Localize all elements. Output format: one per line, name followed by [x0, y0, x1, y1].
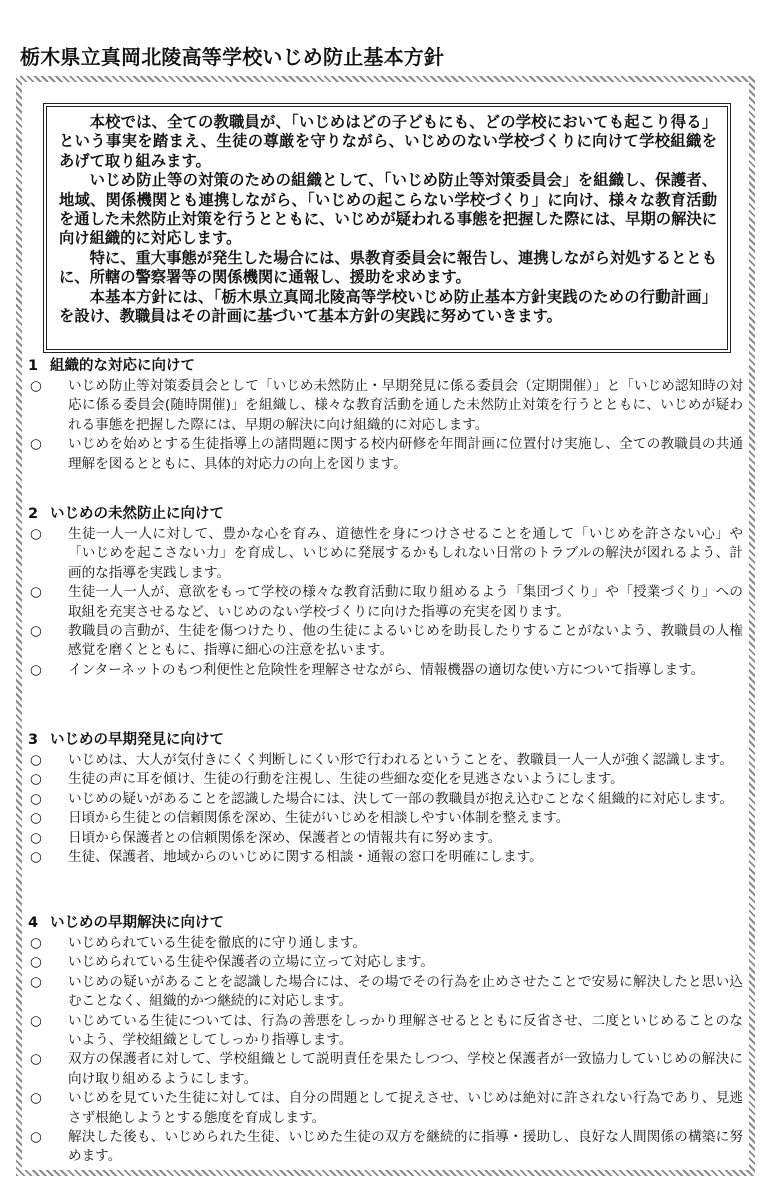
list-item	[28, 848, 743, 867]
frame-content	[22, 82, 749, 1170]
list-item	[28, 790, 743, 809]
list-item-text: いじめを見ていた生徒に対しては、自分の問題として捉えさせ、いじめは絶対に許されない行為であり、見逃さず根絶しようとする態度を育成します。	[68, 1090, 743, 1126]
circle-bullet-icon: ○	[30, 436, 42, 453]
list-item-text: いじめの疑いがあることを認識した場合には、その場でその行為を止めさせたことで安易に解決したと思い込むことなく、組織的かつ継続的に対応します。	[68, 973, 743, 1010]
intro-paragraph: 本校では、全ての教職員が、「いじめはどの子どもにも、どの学校においても起こり得る」という事実を踏まえ、生徒の尊厳を守りながら、いじめのない学校づくりに向けて学校組織をあげて取り組みます。	[59, 113, 717, 170]
section-title: いじめの早期解決に向けて	[50, 915, 224, 931]
section-heading	[28, 730, 743, 750]
list-item-text: いじめの疑いがあることを認識した場合には、決して一部の教職員が抱え込むことなく組織的に対応します。	[68, 790, 734, 807]
section-title: 組織的な対応に向けて	[50, 358, 195, 374]
circle-bullet-icon: ○	[30, 849, 42, 866]
hatched-border-frame	[16, 76, 755, 1176]
circle-bullet-icon: ○	[30, 810, 42, 827]
circle-bullet-icon: ○	[30, 829, 42, 846]
list-item	[28, 809, 743, 828]
circle-bullet-icon: ○	[30, 973, 42, 990]
circle-bullet-icon: ○	[30, 954, 42, 971]
list-item-text: いじめは、大人が気付きにくく判断しにくい形で行われるということを、教職員一人一人が強く認識します。	[68, 752, 734, 768]
circle-bullet-icon: ○	[30, 935, 42, 951]
circle-bullet-icon: ○	[30, 1129, 42, 1146]
list-item	[28, 435, 743, 474]
list-item-text: 日頃から生徒との信頼関係を深め、生徒がいじめを相談しやすい体制を整えます。	[68, 810, 570, 827]
list-item	[28, 525, 743, 583]
list-item	[28, 770, 743, 789]
intro-box	[43, 103, 731, 353]
list-item	[28, 953, 743, 972]
list-item	[28, 934, 743, 953]
section-heading	[28, 356, 743, 376]
list-item	[28, 1012, 743, 1051]
list-item-text: 生徒、保護者、地域からのいじめに関する相談・通報の窓口を明確にします。	[68, 849, 543, 866]
intro-paragraph: いじめ防止等の対策のための組織として、「いじめ防止等対策委員会」を組織し、保護者、地域、関係機関とも連携しながら、「いじめの起こらない学校づくり」に向け、様々な教育活動を通した未然防止対策を行うとともに、いじめが疑われる事態を把握した際には、早期の解決に向け組織的に対応します。	[59, 171, 717, 248]
section-early-detection	[28, 730, 743, 867]
section-heading	[28, 504, 743, 524]
circle-bullet-icon: ○	[30, 1051, 42, 1068]
section-number: 2	[28, 506, 39, 522]
circle-bullet-icon: ○	[30, 661, 42, 678]
intro-paragraph: 本基本方針には、「栃木県立真岡北陵高等学校いじめ防止基本方針実践のための行動計画」を設け、教職員はその計画に基づいて基本方針の実践に努めていきます。	[59, 287, 717, 326]
list-item	[28, 1128, 743, 1167]
list-item	[28, 661, 743, 680]
list-item-text: 生徒一人一人に対して、豊かな心を育み、道徳性を身につけさせることを通して「いじめを許さない心」や「いじめを起こさない力」を育成し、いじめに発展するかもしれない日常のトラブルの解決が図れるよう、計画的な指導を実践します。	[68, 526, 743, 581]
list-item	[28, 973, 743, 1012]
list-item	[28, 751, 743, 770]
section-heading	[28, 913, 743, 933]
circle-bullet-icon: ○	[30, 623, 42, 640]
list-item	[28, 622, 743, 661]
circle-bullet-icon: ○	[30, 526, 42, 542]
circle-bullet-icon: ○	[30, 1012, 42, 1029]
list-item-text: いじめている生徒については、行為の善悪をしっかり理解させるとともに反省させ、二度といじめることのないよう、学校組織としてしっかり指導します。	[68, 1012, 743, 1049]
circle-bullet-icon: ○	[30, 752, 42, 768]
circle-bullet-icon: ○	[30, 378, 42, 394]
list-item-text: インターネットのもつ利便性と危険性を理解させながら、情報機器の適切な使い方について指導します。	[68, 661, 705, 678]
page-title: 栃木県立真岡北陵高等学校いじめ防止基本方針	[20, 45, 445, 69]
list-item-text: 双方の保護者に対して、学校組織として説明責任を果たしつつ、学校と保護者が一致協力していじめの解決に向け取り組めるようにします。	[68, 1051, 743, 1087]
list-item-text: 解決した後も、いじめられた生徒、いじめた生徒の双方を継続的に指導・援助し、良好な人間関係の構築に努めます。	[68, 1129, 743, 1165]
list-item	[28, 1050, 743, 1089]
list-item	[28, 583, 743, 622]
list-item-text: いじめ防止等対策委員会として「いじめ未然防止・早期発見に係る委員会（定期開催）」と「いじめ認知時の対応に係る委員会(随時開催)」を組織し、様々な教育活動を通した未然防止対策を行うとともに、いじめが疑われる事態を把握した際には、早期の解決に向け組織的に対応します。	[68, 378, 743, 433]
intro-paragraph: 特に、重大事態が発生した場合には、県教育委員会に報告し、連携しながら対処するとともに、所轄の警察署等の関係機関に通報し、援助を求めます。	[59, 248, 717, 287]
circle-bullet-icon: ○	[30, 790, 42, 807]
section-organizational-response	[28, 356, 743, 474]
section-early-resolution	[28, 913, 743, 1167]
section-title: いじめの未然防止に向けて	[50, 506, 224, 522]
list-item-text: 生徒の声に耳を傾け、生徒の行動を注視し、生徒の些細な変化を見逃さないようにします。	[68, 771, 624, 788]
list-item-text: 教職員の言動が、生徒を傷つけたり、他の生徒によるいじめを助長したりすることがないよう、教職員の人権感覚を磨くとともに、指導に細心の注意を払います。	[68, 623, 743, 659]
list-item	[28, 377, 743, 435]
circle-bullet-icon: ○	[30, 584, 42, 601]
section-number: 4	[28, 915, 39, 931]
list-item-text: いじめられている生徒や保護者の立場に立って対応します。	[68, 954, 434, 971]
circle-bullet-icon: ○	[30, 771, 42, 788]
list-item	[28, 829, 743, 848]
section-prevention	[28, 504, 743, 680]
list-item-text: 日頃から保護者との信頼関係を深め、保護者との情報共有に努めます。	[68, 829, 502, 846]
list-item-text: いじめを始めとする生徒指導上の諸問題に関する校内研修を年間計画に位置付け実施し、全ての教職員の共通理解を図るとともに、具体的対応力の向上を図ります。	[68, 436, 743, 472]
section-number: 3	[28, 732, 39, 748]
section-title: いじめの早期発見に向けて	[50, 732, 224, 748]
list-item-text: 生徒一人一人が、意欲をもって学校の様々な教育活動に取り組めるよう「集団づくり」や「授業づくり」への取組を充実させるなど、いじめのない学校づくりに向けた指導の充実を図ります。	[68, 584, 743, 620]
circle-bullet-icon: ○	[30, 1090, 42, 1107]
section-number: 1	[28, 358, 39, 374]
list-item-text: いじめられている生徒を徹底的に守り通します。	[68, 935, 366, 951]
list-item	[28, 1089, 743, 1128]
